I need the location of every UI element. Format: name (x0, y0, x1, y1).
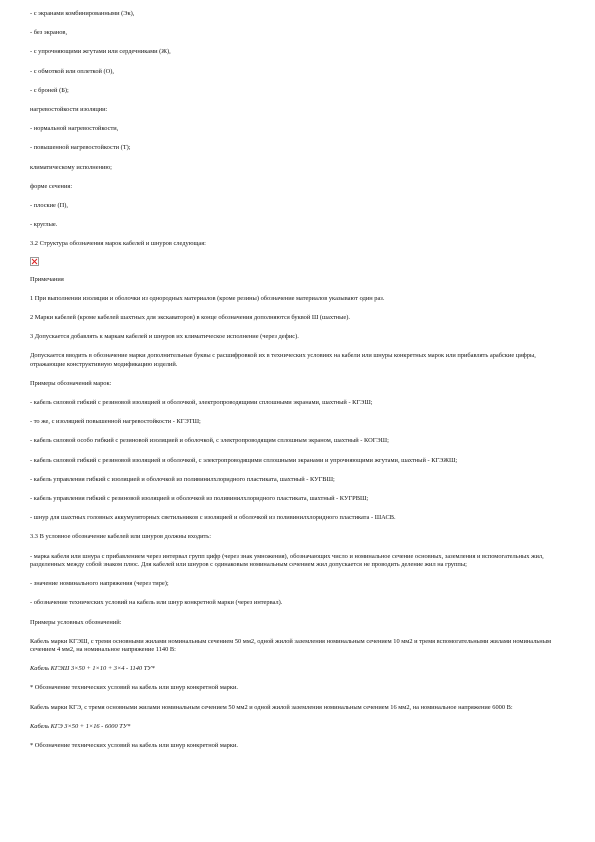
list-item: - значение номинального напряжения (через тире); (30, 580, 169, 588)
text-line: - с упрочняющими жгутами или сердечниками (Ж), (30, 48, 171, 56)
example-description: Кабель марки КГЭ, с тремя основными жилами номинальным сечением 50 мм2 и одной жилой заземления номинальным сечением 16 мм2, на номинальное напряжение 6000 В: (30, 703, 513, 711)
example-item: - кабель управления гибкий с изоляцией и оболочкой из поливинилхлоридного пластиката, шахтный - КУГВШ; (30, 475, 335, 483)
example-formula: Кабель КГЭ 3×50 + 1×16 - 6000 ТУ* (30, 722, 131, 730)
footnote: * Обозначение технических условий на кабель или шнур конкретной марки. (30, 741, 238, 749)
paragraph: Допускается вводить в обозначение марки дополнительные буквы с расшифровкой их в технических условиях на кабели или шнуры конкретных марок или прибавлять арабские цифры, отражающие конструктивную модификацию изделий. (30, 352, 536, 368)
text-line: - без экранов, (30, 29, 68, 37)
example-item: - кабель силовой гибкий с резиновой изоляцией и оболочкой, с электропроводящими сплошными экранами и упрочняющими жгутами, шахтный - КГЭЖШ; (30, 456, 458, 464)
example-item: - кабель силовой особо гибкий с резиновой изоляцией и оболочкой, с электропроводящим сплошным экраном, шахтный - КОГЭШ; (30, 437, 389, 445)
broken-image-icon (30, 257, 39, 266)
footnote: * Обозначение технических условий на кабель или шнур конкретной марки. (30, 684, 238, 692)
text-line: - круглые. (30, 221, 58, 229)
section-heading: 3.3 В условное обозначение кабелей или шнуров должны входить: (30, 533, 211, 541)
conventional-title: Примеры условных обозначений: (30, 618, 122, 626)
notes-title: Примечания (30, 275, 64, 283)
text-line: - с броней (Б); (30, 86, 69, 94)
section-heading: 3.2 Структура обозначения марок кабелей и шнуров следующая: (30, 240, 206, 248)
example-item: - кабель силовой гибкий с резиновой изоляцией и оболочкой, электропроводящими сплошными экранами, шахтный - КГЭШ; (30, 399, 373, 407)
text-line: - повышенной нагревостойкости (Т); (30, 144, 131, 152)
example-formula: Кабель КГЭШ 3×50 + 1×10 + 3×4 - 1140 ТУ* (30, 665, 155, 673)
list-item: - обозначение технических условий на кабель или шнур конкретной марки (через интервал). (30, 599, 283, 607)
text-line: - с обмоткой или оплеткой (О), (30, 67, 115, 75)
example-item: - то же, с изоляцией повышенной нагревостойкости - КГЭТШ; (30, 418, 201, 426)
text-line: форме сечения: (30, 182, 73, 190)
note-item: 3 Допускается добавлять к маркам кабелей и шнуров их климатическое исполнение (через дефис). (30, 333, 299, 341)
example-item: - шнур для шахтных головных аккумуляторных светильников с изоляцией и оболочкой из поливинилхлоридного пластиката - ШАСВ. (30, 514, 396, 522)
text-line: - нормальной нагревостойкости, (30, 125, 119, 133)
note-item: 2 Марки кабелей (кроме кабелей шахтных для экскаваторов) в конце обозначения дополняются буквой Ш (шахтные). (30, 314, 350, 322)
text-line: - плоские (П), (30, 202, 68, 210)
text-line: нагревостойкости изоляции: (30, 106, 108, 114)
example-description: Кабель марки КГЭШ, с тремя основными жилами номинальным сечением 50 мм2, одной жилой заземления номинальным сечением 10 мм2 и тремя вспомогательными жилами номинальным сечением 4 мм2, на номинальное напряжение 1140 В: (30, 637, 552, 653)
text-line: климатическому исполнению; (30, 163, 112, 171)
examples-title: Примеры обозначений марок: (30, 379, 112, 387)
text-line: - с экранами комбинированными (Эк), (30, 10, 135, 17)
list-item: - марка кабеля или шнура с прибавлением через интервал групп цифр (через знак умножения), обозначающих число и номинальное сечение основных, заземления и вспомогательных жил, разделенных между собой знаком плюс. Для кабелей или шнуров с одинаковым номинальным сечением жил допускается не проводить деление жил на группы; (30, 552, 544, 568)
note-item: 1 При выполнении изоляции и оболочки из однородных материалов (кроме резины) обозначение материалов указывают один раз. (30, 294, 385, 302)
example-item: - кабель управления гибкий с резиновой изоляцией и оболочкой из поливинилхлоридного пластиката, шахтный - КУГРВШ; (30, 495, 369, 503)
